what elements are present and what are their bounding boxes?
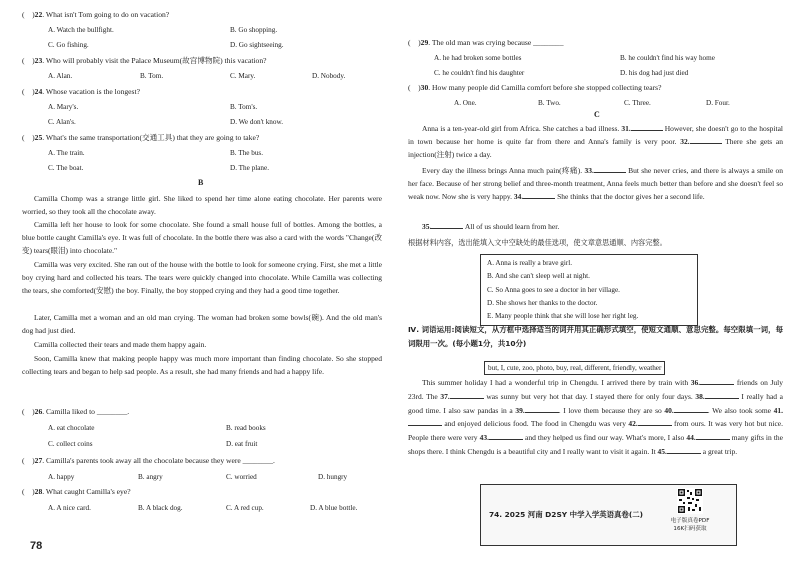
qr-caption	[667, 517, 713, 533]
blank-number: 36.	[690, 378, 701, 387]
option-c-c: C. So Anna goes to see a doctor in her village.	[487, 285, 620, 294]
option-c-b: B. And she can't sleep well at night.	[487, 272, 590, 281]
blank-32-number: 32.	[680, 137, 690, 147]
passage-iv-text: and they helped us find our way. What's more, I also	[522, 433, 687, 443]
qr-code-icon[interactable]	[677, 488, 703, 514]
q28-option-a[interactable]: A. A nice card.	[48, 504, 91, 512]
q25-option-a[interactable]: A. The train.	[48, 149, 85, 157]
q27-option-c[interactable]: C. worried	[226, 473, 257, 481]
q28-option-d[interactable]: D. A blue bottle.	[310, 504, 358, 512]
q24-option-c[interactable]: C. Alan's.	[48, 118, 76, 126]
footer-box	[480, 484, 737, 546]
passage-iv-text: a great trip.	[700, 446, 738, 456]
q30-option-c[interactable]: C. Three.	[624, 99, 651, 107]
q29-option-c[interactable]: C. he couldn't find his daughter	[434, 69, 525, 77]
question-24: ( )24. Whose vacation is the longest?	[22, 87, 140, 96]
q22-option-c[interactable]: C. Go fishing.	[48, 41, 89, 49]
q23-option-d[interactable]: D. Nobody.	[312, 72, 346, 80]
q24-option-a[interactable]: A. Mary's.	[48, 103, 79, 111]
blank-34-number: 34.	[513, 192, 524, 202]
qr-caption-line1: 电子版真卷PDF	[670, 518, 710, 524]
q27-option-b[interactable]: B. angry	[138, 473, 163, 481]
passage-iv-text: . I love them because they are so	[558, 405, 665, 415]
q29-option-b[interactable]: B. he couldn't find his way home	[620, 54, 715, 62]
blank-31-number: 31.	[621, 124, 631, 133]
fill-in-blank[interactable]	[489, 431, 523, 440]
blank-31[interactable]	[631, 122, 663, 131]
q22-option-b[interactable]: B. Go shopping.	[230, 26, 278, 34]
qr-caption-line2: 16K扫码获取	[673, 526, 707, 532]
question-23: ( )23. Who will probably visit the Palace Museum(故宫博物院) this vacation?	[22, 56, 267, 65]
fill-in-blank[interactable]	[667, 445, 701, 454]
passage-b-p4: Later, Camilla met a woman and an old man crying. The woman had broken some bowls(碗). And the old man's dog had just died.	[22, 313, 382, 336]
passage-iv-text: was sunny but very hot that day. I stayed there for only four days.	[483, 391, 696, 401]
section-iv-title: Ⅳ. 词语运用:阅读短文，从方框中选择适当的词并用其正确形式填空，使短文通顺、意思完整。每空限填一词，每词限用一次。(每小题1分，共10分)	[408, 325, 783, 348]
q27-option-a[interactable]: A. happy	[48, 473, 75, 481]
blank-34[interactable]	[523, 190, 555, 199]
q25-option-b[interactable]: B. The bus.	[230, 149, 264, 157]
question-30: ( )30. How many people did Camilla comfort before she stopped collecting tears?	[408, 83, 662, 92]
q30-option-b[interactable]: B. Two.	[538, 99, 561, 107]
passage-b-p2: Camilla left her house to look for some chocolate. She found a small house full of bottles. Among the bottles, a blue bottle caught Camilla's eye. It was full of chocolate. In the bottle there was also a card with the words "Change(改变) tears(眼泪) into chocolate."	[22, 220, 382, 256]
q22-option-d[interactable]: D. Go sightseeing.	[230, 41, 284, 49]
passage-iv-text: from ours. It was very hot but nice. People there were very	[408, 419, 783, 443]
blank-number: 42.	[628, 419, 638, 429]
blank-number: 43.	[479, 433, 489, 443]
q26-option-c[interactable]: C. collect coins	[48, 440, 93, 448]
passage-iv-text: This summer holiday I had a wonderful trip in Chengdu. I arrived there by train with	[422, 378, 691, 387]
fill-in-blank[interactable]	[525, 404, 559, 413]
question-26: ( )26. Camilla liked to ________.	[22, 407, 130, 416]
blank-number: 40.	[664, 405, 674, 415]
passage-b-p6: Soon, Camilla knew that making people happy was much more important than finding chocolate. So she stopped collecting tears and began to help sad people. As a result, she had many friends and had a happy life.	[22, 354, 382, 377]
q23-option-b[interactable]: B. Tom.	[140, 72, 164, 80]
blank-35-number: 35.	[422, 222, 432, 231]
option-c-d: D. She shows her thanks to the doctor.	[487, 298, 598, 307]
q24-option-d[interactable]: D. We don't know.	[230, 118, 284, 126]
q29-option-a[interactable]: A. he had broken some bottles	[434, 54, 522, 62]
blank-number: 38.	[695, 391, 705, 401]
fill-in-blank[interactable]	[674, 404, 708, 413]
question-22: ( )22. What isn't Tom going to do on vacation?	[22, 10, 170, 19]
blank-number: 41.	[773, 405, 783, 415]
fill-in-blank[interactable]	[696, 431, 730, 440]
q30-option-a[interactable]: A. One.	[454, 99, 477, 107]
section-c-heading: C	[594, 110, 600, 119]
passage-b-p3: Camilla was very excited. She ran out of the house with the bottle to look for someone crying. First, she met a little boy crying hard and collected his tears. The tears were quickly changed into chocolate. While Camilla was collecting the tears, she comforted(安慰) the boy. Finally, the boy stopped crying and they had a good time together.	[22, 260, 382, 296]
blank-32[interactable]	[690, 135, 722, 144]
question-28: ( )28. What caught Camilla's eye?	[22, 487, 131, 496]
blank-number: 44.	[686, 433, 696, 443]
passage-iv	[408, 376, 783, 459]
blank-33[interactable]	[594, 164, 626, 173]
q26-option-b[interactable]: B. read books	[226, 424, 266, 432]
passage-iv-text: many gifts in the shops there. I think Chengdu is a beautiful city and I really want to visit it again. It	[408, 433, 783, 456]
blank-35[interactable]	[431, 220, 463, 229]
q23-option-a[interactable]: A. Alan.	[48, 72, 73, 80]
question-29: ( )29. The old man was crying because ________	[408, 38, 564, 47]
option-c-a: A. Anna is really a brave girl.	[487, 259, 573, 267]
passage-iv-text: . We also took some	[707, 405, 774, 415]
q22-option-a[interactable]: A. Watch the bullfight.	[48, 26, 114, 34]
passage-c-p2: Every day the illness brings Anna much pain(疼痛). 33. But she never cries, and there is always a smile on her face. Because of her strong belief and three-month treatment, Anna feels much better than before and she doesn't feel so weak now. Now she is very happy. 34. She thinks that the doctor gives her a second life.	[408, 166, 784, 202]
question-27: ( )27. Camilla's parents took away all the chocolate because they were ________.	[22, 456, 275, 465]
option-c-e: E. Many people think that she will lose her right leg.	[487, 312, 639, 321]
word-box: but, I, cute, zoo, photo, buy, real, different, friendly, weather	[484, 361, 665, 375]
q29-option-d[interactable]: D. his dog had just died	[620, 69, 689, 77]
fill-in-blank[interactable]	[408, 417, 442, 426]
q24-option-b[interactable]: B. Tom's.	[230, 103, 258, 111]
q30-option-d[interactable]: D. Four.	[706, 99, 730, 107]
blank-number: 39.	[515, 405, 525, 415]
q25-option-c[interactable]: C. The boat.	[48, 164, 84, 172]
section-b-heading: B	[198, 178, 204, 187]
question-25: ( )25. What's the same transportation(交通工具) that they are going to take?	[22, 133, 260, 142]
passage-iv-text: I really had a good time. I also saw pandas in a	[408, 391, 783, 415]
passage-c-p3: 35. All of us should learn from her.	[422, 222, 560, 231]
blank-33-number: 33.	[584, 166, 594, 175]
q26-option-a[interactable]: A. eat chocolate	[48, 424, 95, 432]
q28-option-b[interactable]: B. A black dog.	[138, 504, 183, 512]
q25-option-d[interactable]: D. The plane.	[230, 164, 269, 172]
passage-iv-text: friends on July 23rd. The	[408, 378, 783, 401]
passage-c-p1: Anna is a ten-year-old girl from Africa. She catches a bad illness. 31. However, she doesn't go to the hospital in town because her home is quite far from there and Anna's family is very poor. 32. There she gets an injection(注射) twice a day.	[408, 124, 784, 160]
blank-number: 45.	[657, 446, 667, 456]
passage-b-p5: Camilla collected their tears and made them happy again.	[34, 340, 207, 349]
fill-in-blank[interactable]	[638, 417, 672, 426]
q23-option-c[interactable]: C. Mary.	[230, 72, 256, 80]
footer-title: 74. 2025 河南 D2SY 中学入学英语真卷(二)	[489, 510, 643, 519]
passage-iv-text: and enjoyed delicious food. The food in Chengdu was very	[442, 419, 629, 429]
page-number: 78	[30, 540, 43, 552]
fill-in-blank[interactable]	[705, 390, 739, 399]
passage-b-p1: Camilla Chomp was a strange little girl. She liked to spend her time alone eating chocolate. Her parents were worried, so they took all the chocolate away.	[22, 194, 382, 217]
q27-option-d[interactable]: D. hungry	[318, 473, 348, 481]
options-box-c	[480, 254, 698, 326]
q28-option-c[interactable]: C. A red cup.	[226, 504, 264, 512]
blank-number: 37.	[440, 391, 450, 401]
q26-option-d[interactable]: D. eat fruit	[226, 440, 258, 448]
fill-in-blank[interactable]	[700, 376, 734, 385]
fill-in-blank[interactable]	[450, 390, 484, 399]
section-c-instruction: 根据材料内容，选出能填入文中空缺处的最佳选项，使文章意思通顺、内容完整。	[408, 238, 667, 247]
